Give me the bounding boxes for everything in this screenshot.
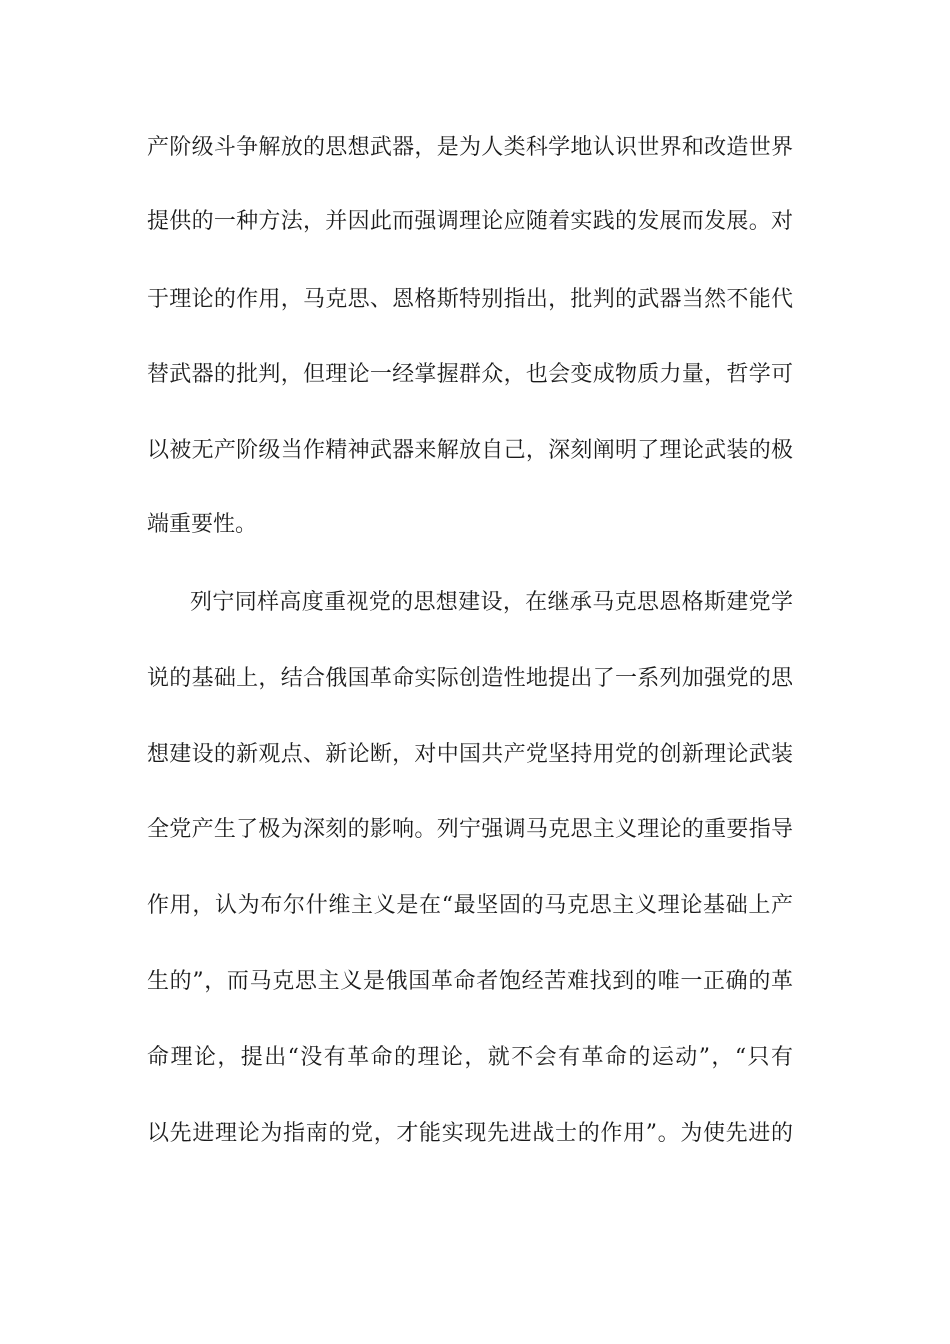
paragraph-line: 全党产生了极为深刻的影响。列宁强调马克思主义理论的重要指导: [147, 817, 793, 842]
paragraph-line: 作用，认为布尔什维主义是在“最坚固的马克思主义理论基础上产: [147, 893, 793, 918]
paragraph-line: 生的”，而马克思主义是俄国革命者饱经苦难找到的唯一正确的革: [147, 969, 793, 994]
paragraph-line: 想建设的新观点、新论断，对中国共产党坚持用党的创新理论武装: [147, 742, 793, 767]
paragraph-line: 以先进理论为指南的党，才能实现先进战士的作用”。为使先进的: [147, 1121, 793, 1146]
paragraph-line: 提供的一种方法，并因此而强调理论应随着实践的发展而发展。对: [147, 209, 793, 234]
paragraph-line: 于理论的作用，马克思、恩格斯特别指出，批判的武器当然不能代: [147, 287, 793, 312]
paragraph-line: 端重要性。: [147, 512, 258, 537]
paragraph-line: 以被无产阶级当作精神武器来解放自己，深刻阐明了理论武装的极: [147, 438, 793, 463]
paragraph-line: 命理论，提出“没有革命的理论，就不会有革命的运动”，“只有: [147, 1045, 793, 1070]
paragraph-line: 替武器的批判，但理论一经掌握群众，也会变成物质力量，哲学可: [147, 362, 793, 387]
paragraph-line: 产阶级斗争解放的思想武器，是为人类科学地认识世界和改造世界: [147, 135, 793, 160]
paragraph-line: 列宁同样高度重视党的思想建设，在继承马克思恩格斯建党学: [190, 590, 793, 615]
paragraph-line: 说的基础上，结合俄国革命实际创造性地提出了一系列加强党的思: [147, 666, 793, 691]
